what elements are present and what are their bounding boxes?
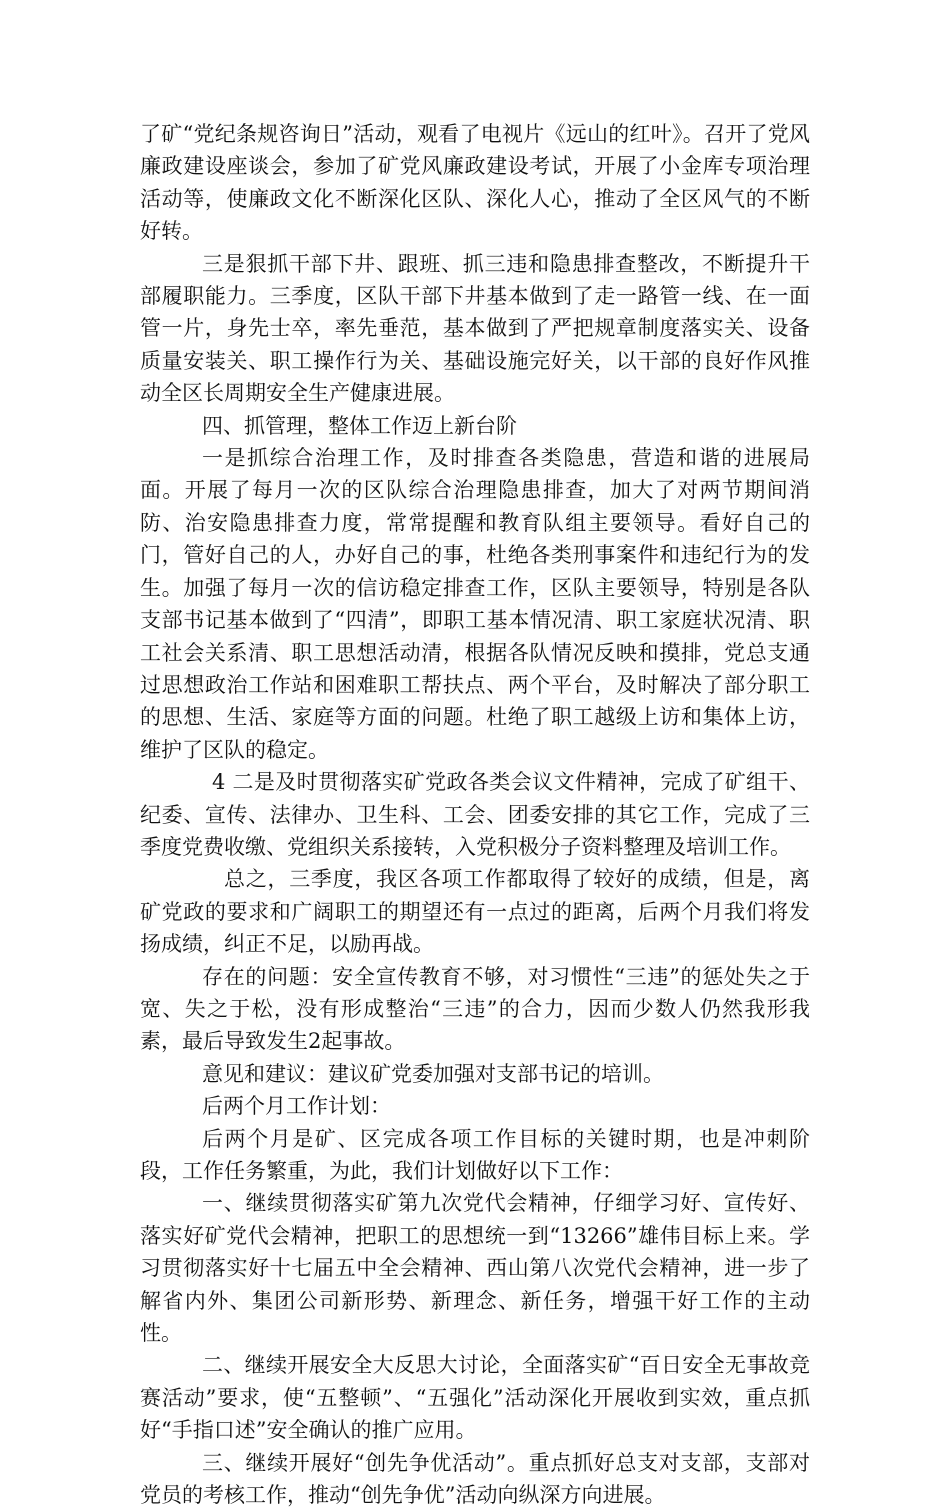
paragraph-9: 后两个月工作计划：: [202, 1094, 391, 1119]
document-body: [140, 118, 810, 1511]
section-heading: 四、抓管理，整体工作迈上新台阶: [202, 413, 517, 438]
paragraph-8: 意见和建议：建议矿党委加强对支部书记的培训。: [202, 1061, 664, 1086]
paragraph-6: 总之，三季度，我区各项工作都取得了较好的成绩，但是，离矿党政的要求和广阔职工的期望还有一点过的距离，后两个月我们将发扬成绩，纠正不足，以励再战。: [140, 867, 810, 957]
paragraph-7: 存在的问题：安全宣传教育不够，对习惯性“三违”的惩处失之于宽、失之于松，没有形成整治“三违”的合力，因而少数人仍然我形我素，最后导致发生2起事故。: [140, 964, 810, 1054]
paragraph-10: 后两个月是矿、区完成各项工作目标的关键时期，也是冲刺阶段，工作任务繁重，为此，我们计划做好以下工作：: [140, 1126, 810, 1183]
paragraph-12: 二、继续开展安全大反思大讨论，全面落实矿“百日安全无事故竞赛活动”要求，使“五整顿”、“五强化”活动深化开展收到实效，重点抓好“手指口述”安全确认的推广应用。: [140, 1353, 810, 1443]
paragraph-4: 一是抓综合治理工作，及时排查各类隐患，营造和谐的进展局面。开展了每月一次的区队综合治理隐患排查，加大了对两节期间消防、治安隐患排查力度，常常提醒和教育队组主要领导。看好自己的门，管好自己的人，办好自己的事，杜绝各类刑事案件和违纪行为的发生。加强了每月一次的信访稳定排查工作，区队主要领导，特别是各队支部书记基本做到了“四清”，即职工基本情况清、职工家庭状况清、职工社会关系清、职工思想活动清，根据各队情况反映和摸排，党总支通过思想政治工作站和困难职工帮扶点、两个平台，及时解决了部分职工的思想、生活、家庭等方面的问题。杜绝了职工越级上访和集体上访，维护了区队的稳定。: [140, 446, 810, 762]
paragraph-2: 三是狠抓干部下井、跟班、抓三违和隐患排查整改，不断提升干部履职能力。三季度，区队干部下井基本做到了走一路管一线、在一面管一片，身先士卒，率先垂范，基本做到了严把规章制度落实关、设备质量安装关、职工操作行为关、基础设施完好关，以干部的良好作风推动全区长周期安全生产健康进展。: [140, 251, 810, 406]
paragraph-1: 了矿“党纪条规咨询日”活动，观看了电视片《远山的红叶》。召开了党风廉政建设座谈会，参加了矿党风廉政建设考试，开展了小金库专项治理活动等，使廉政文化不断深化区队、深化人心，推动了全区风气的不断好转。: [140, 122, 810, 244]
paragraph-13: 三、继续开展好“创先争优活动”。重点抓好总支对支部，支部对党员的考核工作，推动“创先争优”活动向纵深方向进展。: [140, 1450, 810, 1508]
paragraph-5: 4 二是及时贯彻落实矿党政各类会议文件精神，完成了矿组干、纪委、宣传、法律办、卫生科、工会、团委安排的其它工作，完成了三季度党费收缴、党组织关系接转，入党积极分子资料整理及培训工作。: [140, 770, 810, 859]
paragraph-11: 一、继续贯彻落实矿第九次党代会精神，仔细学习好、宣传好、落实好矿党代会精神，把职工的思想统一到“13266”雄伟目标上来。学习贯彻落实好十七届五中全会精神、西山第八次党代会精神，进一步了解省内外、集团公司新形势、新理念、新任务，增强干好工作的主动性。: [140, 1191, 810, 1346]
